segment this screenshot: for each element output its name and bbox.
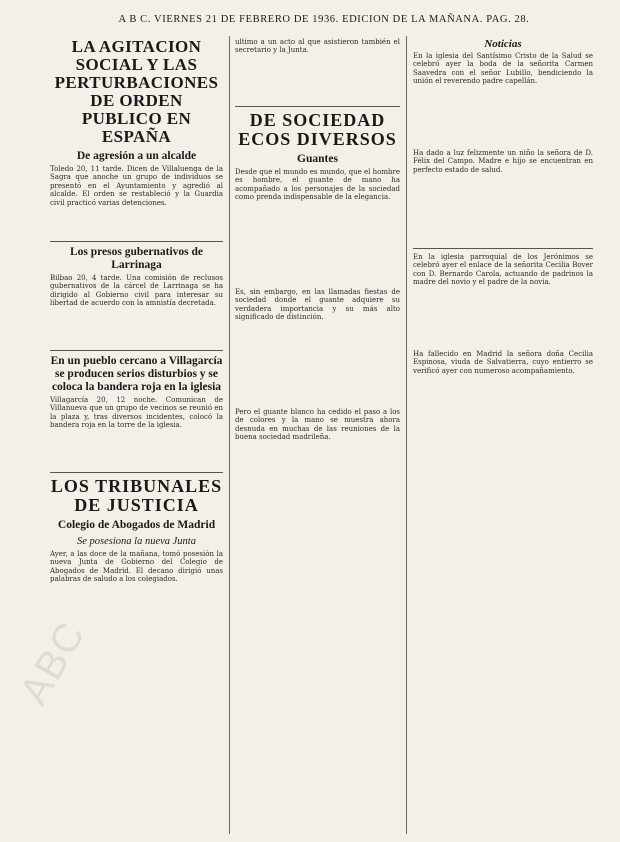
article-body: Pero el guante blanco ha cedido el paso a los de colores y la mano se muestra ahora desnuda en muchas de las reuniones de la buena sociedad madrileña.	[235, 408, 400, 442]
page-header: A B C. VIERNES 21 DE FEBRERO DE 1936. EDICION DE LA MAÑANA. PAG. 28.	[118, 14, 530, 25]
headline-tribunals: LOS TRIBUNALES DE JUSTICIA	[50, 476, 223, 515]
headline-social-agitation: LA AGITACION SOCIAL Y LAS PERTURBACIONES DE ORDEN PUBLICO EN ESPAÑA	[54, 38, 219, 146]
article-body: Toledo 20, 11 tarde. Dicen de Villaluenga de la Sagra que anoche un grupo de individuos se presentó en el Ayuntamiento y agredió al alcalde. El orden se restableció y la Guardia civil practicó varias detenciones.	[50, 165, 223, 207]
article-body: ultimo a un acto al que asistieron también el secretario y la Junta.	[235, 38, 400, 55]
divider	[235, 106, 400, 107]
subhead-aggression-mayor: De agresión a un alcalde	[76, 150, 197, 162]
column-rule-left	[229, 36, 230, 834]
divider	[413, 248, 593, 249]
column-rule-right	[406, 36, 407, 834]
article-body: Ha fallecido en Madrid la señora doña Cecilia Espinosa, viuda de Salvatierra, cuyo entierro se verificó ayer con numeroso acompañamiento.	[413, 350, 593, 375]
abc-watermark: ABC	[12, 613, 95, 712]
article-body: Ayer, a las doce de la mañana, tomó posesión la nueva Junta de Gobierno del Colegio de Abogados de Madrid. El decano dirigió unas palabras de saludo a los colegiados.	[50, 550, 223, 584]
headline-society: DE SOCIEDAD ECOS DIVERSOS	[238, 110, 397, 149]
subhead-new-board: Se posesiona la nueva Junta	[77, 536, 196, 547]
subhead-gloves: Guantes	[297, 153, 338, 165]
article-body: Bilbao 20, 4 tarde. Una comisión de reclusos gubernativos de la cárcel de Larrinaga se ha dirigido al Gobierno civil para interesar su libertad de acuerdo con la amnistía decretada.	[50, 274, 223, 308]
article-body: En la iglesia parroquial de los Jerónimos se celebró ayer el enlace de la señorita Cecilia Bover con D. Bernardo Carola, actuando de padrinos la madre del novio y el padre de la novia.	[413, 253, 593, 287]
article-body: Villagarcía 20, 12 noche. Comunican de Villanueva que un grupo de vecinos se reunió en la plaza y, tras diversos incidentes, colocó la bandera roja en la torre de la iglesia.	[50, 396, 223, 430]
article-body: Desde que el mundo es mundo, que el hombre es hombre, el guante de mano ha acompañado a los personajes de la sociedad como prenda indispensable de la elegancia.	[235, 168, 400, 202]
divider	[50, 350, 223, 351]
article-body: Ha dado a luz felizmente un niño la señora de D. Félix del Campo. Madre e hijo se encuentran en perfecto estado de salud.	[413, 149, 593, 174]
column-3	[413, 38, 593, 834]
divider	[50, 241, 223, 242]
column-1	[50, 38, 223, 834]
article-body: En la iglesia del Santísimo Cristo de la Salud se celebró ayer la boda de la señorita Carmen Saavedra con el señor Lubillo, bendiciendo la unión el reverendo padre capellán.	[413, 52, 593, 86]
section-title-news: Noticias	[484, 38, 522, 50]
subhead-lawyers: Colegio de Abogados de Madrid	[57, 519, 216, 531]
article-body: Es, sin embargo, en las llamadas fiestas de sociedad donde el guante adquiere su verdadera importancia y su más alto significado de distinción.	[235, 288, 400, 322]
subhead-prisoners: Los presos gubernativos de Larrinaga	[69, 246, 203, 271]
column-2	[235, 38, 400, 834]
subhead-villagarcia: En un pueblo cercano a Villagarcía se producen serios disturbios y se coloca la bandera roja en la iglesia	[50, 355, 223, 393]
divider	[50, 472, 223, 473]
